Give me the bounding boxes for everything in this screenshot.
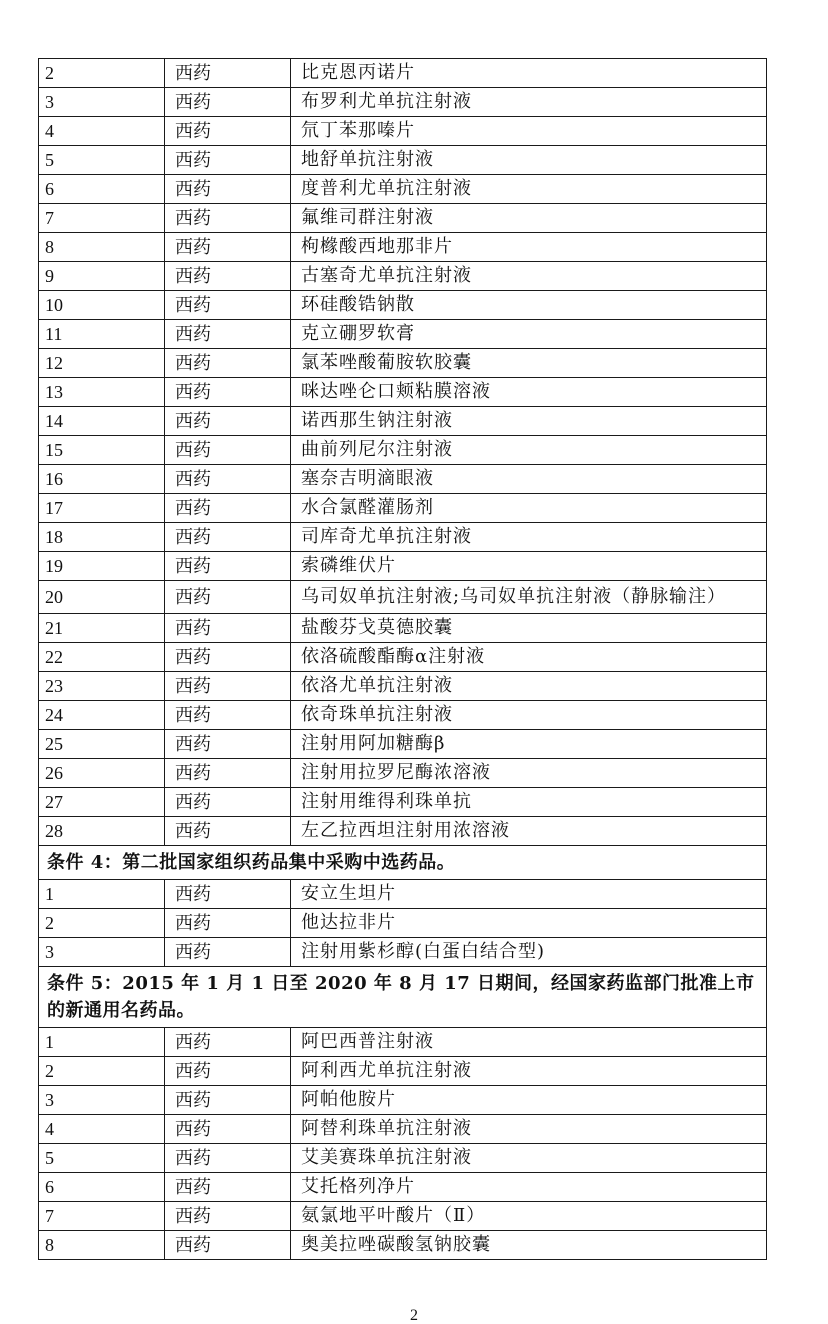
row-number: 2 <box>39 1057 165 1086</box>
drug-name: 索磷维伏片 <box>291 552 767 581</box>
table-row <box>39 880 767 909</box>
row-number: 14 <box>39 407 165 436</box>
table-row <box>39 759 767 788</box>
row-number: 10 <box>39 291 165 320</box>
drug-list-table <box>38 58 767 1260</box>
drug-name: 依洛尤单抗注射液 <box>291 672 767 701</box>
row-number: 6 <box>39 175 165 204</box>
drug-name: 度普利尤单抗注射液 <box>291 175 767 204</box>
drug-category: 西药 <box>165 320 291 349</box>
drug-category: 西药 <box>165 880 291 909</box>
drug-name: 诺西那生钠注射液 <box>291 407 767 436</box>
row-number: 4 <box>39 1115 165 1144</box>
table-row <box>39 1028 767 1057</box>
drug-name: 盐酸芬戈莫德胶囊 <box>291 614 767 643</box>
drug-name: 依洛硫酸酯酶α注射液 <box>291 643 767 672</box>
drug-name: 注射用维得利珠单抗 <box>291 788 767 817</box>
table-row <box>39 204 767 233</box>
drug-name: 氯苯唑酸葡胺软胶囊 <box>291 349 767 378</box>
row-number: 20 <box>39 581 165 614</box>
row-number: 22 <box>39 643 165 672</box>
drug-category: 西药 <box>165 643 291 672</box>
table-row <box>39 909 767 938</box>
drug-category: 西药 <box>165 494 291 523</box>
drug-category: 西药 <box>165 407 291 436</box>
row-number: 3 <box>39 938 165 967</box>
table-row <box>39 1086 767 1115</box>
drug-name: 克立硼罗软膏 <box>291 320 767 349</box>
row-number: 1 <box>39 1028 165 1057</box>
table-row <box>39 349 767 378</box>
row-number: 26 <box>39 759 165 788</box>
drug-name: 艾美赛珠单抗注射液 <box>291 1144 767 1173</box>
drug-category: 西药 <box>165 788 291 817</box>
drug-category: 西药 <box>165 1028 291 1057</box>
table-row <box>39 1057 767 1086</box>
drug-category: 西药 <box>165 614 291 643</box>
table-row <box>39 1231 767 1260</box>
table-row <box>39 1173 767 1202</box>
row-number: 23 <box>39 672 165 701</box>
condition5-rows <box>39 1028 767 1260</box>
row-number: 16 <box>39 465 165 494</box>
drug-name: 左乙拉西坦注射用浓溶液 <box>291 817 767 846</box>
table-row <box>39 320 767 349</box>
table-row <box>39 378 767 407</box>
drug-name: 古塞奇尤单抗注射液 <box>291 262 767 291</box>
condition4-title: 条件 4：第二批国家组织药品集中采购中选药品。 <box>39 846 767 880</box>
drug-name: 环硅酸锆钠散 <box>291 291 767 320</box>
table-row <box>39 788 767 817</box>
drug-category: 西药 <box>165 117 291 146</box>
table-row <box>39 407 767 436</box>
condition4-section <box>39 846 767 880</box>
drug-name: 安立生坦片 <box>291 880 767 909</box>
row-number: 6 <box>39 1173 165 1202</box>
row-number: 1 <box>39 880 165 909</box>
drug-category: 西药 <box>165 175 291 204</box>
drug-category: 西药 <box>165 701 291 730</box>
drug-category: 西药 <box>165 465 291 494</box>
drug-category: 西药 <box>165 59 291 88</box>
section-header-row <box>39 846 767 880</box>
drug-category: 西药 <box>165 349 291 378</box>
row-number: 8 <box>39 233 165 262</box>
drug-name: 依奇珠单抗注射液 <box>291 701 767 730</box>
row-number: 7 <box>39 1202 165 1231</box>
row-number: 27 <box>39 788 165 817</box>
drug-name: 阿巴西普注射液 <box>291 1028 767 1057</box>
drug-category: 西药 <box>165 262 291 291</box>
table-row <box>39 175 767 204</box>
row-number: 5 <box>39 1144 165 1173</box>
table-row <box>39 523 767 552</box>
drug-name: 氘丁苯那嗪片 <box>291 117 767 146</box>
drug-category: 西药 <box>165 523 291 552</box>
drug-name: 阿帕他胺片 <box>291 1086 767 1115</box>
table-row <box>39 1202 767 1231</box>
table-row <box>39 643 767 672</box>
drug-name: 阿利西尤单抗注射液 <box>291 1057 767 1086</box>
drug-name: 氨氯地平叶酸片（Ⅱ） <box>291 1202 767 1231</box>
drug-name: 乌司奴单抗注射液;乌司奴单抗注射液（静脉输注） <box>291 581 767 614</box>
drug-name: 阿替利珠单抗注射液 <box>291 1115 767 1144</box>
row-number: 24 <box>39 701 165 730</box>
drug-name: 他达拉非片 <box>291 909 767 938</box>
row-number: 7 <box>39 204 165 233</box>
table-row <box>39 581 767 614</box>
drug-name: 司库奇尤单抗注射液 <box>291 523 767 552</box>
condition5-title: 条件 5：2015 年 1 月 1 日至 2020 年 8 月 17 日期间，经国家药监部门批准上市的新通用名药品。 <box>39 967 767 1028</box>
row-number: 8 <box>39 1231 165 1260</box>
drug-name: 奥美拉唑碳酸氢钠胶囊 <box>291 1231 767 1260</box>
table-row <box>39 672 767 701</box>
drug-category: 西药 <box>165 1086 291 1115</box>
drug-category: 西药 <box>165 1115 291 1144</box>
row-number: 4 <box>39 117 165 146</box>
row-number: 12 <box>39 349 165 378</box>
drug-category: 西药 <box>165 291 291 320</box>
drug-category: 西药 <box>165 146 291 175</box>
drug-name: 咪达唑仑口颊粘膜溶液 <box>291 378 767 407</box>
table-row <box>39 291 767 320</box>
drug-category: 西药 <box>165 938 291 967</box>
table-row <box>39 552 767 581</box>
drug-category: 西药 <box>165 436 291 465</box>
table-row <box>39 938 767 967</box>
drug-name: 塞奈吉明滴眼液 <box>291 465 767 494</box>
drug-category: 西药 <box>165 204 291 233</box>
row-number: 21 <box>39 614 165 643</box>
drug-category: 西药 <box>165 88 291 117</box>
table-row <box>39 117 767 146</box>
table-row <box>39 465 767 494</box>
drug-category: 西药 <box>165 378 291 407</box>
row-number: 5 <box>39 146 165 175</box>
table-row <box>39 1115 767 1144</box>
table-row <box>39 146 767 175</box>
drug-category: 西药 <box>165 672 291 701</box>
row-number: 13 <box>39 378 165 407</box>
row-number: 18 <box>39 523 165 552</box>
drug-name: 氟维司群注射液 <box>291 204 767 233</box>
row-number: 3 <box>39 88 165 117</box>
table-row <box>39 614 767 643</box>
row-number: 15 <box>39 436 165 465</box>
row-number: 9 <box>39 262 165 291</box>
drug-category: 西药 <box>165 909 291 938</box>
condition4-rows <box>39 880 767 967</box>
table-row <box>39 701 767 730</box>
drug-name: 注射用阿加糖酶β <box>291 730 767 759</box>
drug-category: 西药 <box>165 1057 291 1086</box>
page-number: 2 <box>410 1307 418 1324</box>
row-number: 2 <box>39 909 165 938</box>
row-number: 28 <box>39 817 165 846</box>
drug-category: 西药 <box>165 730 291 759</box>
drug-name: 艾托格列净片 <box>291 1173 767 1202</box>
drug-name: 水合氯醛灌肠剂 <box>291 494 767 523</box>
drug-category: 西药 <box>165 233 291 262</box>
table-row <box>39 88 767 117</box>
row-number: 25 <box>39 730 165 759</box>
row-number: 19 <box>39 552 165 581</box>
drug-category: 西药 <box>165 1173 291 1202</box>
drug-name: 注射用紫杉醇(白蛋白结合型) <box>291 938 767 967</box>
table-row <box>39 494 767 523</box>
table-row <box>39 1144 767 1173</box>
group1-rows <box>39 59 767 846</box>
drug-name: 布罗利尤单抗注射液 <box>291 88 767 117</box>
row-number: 17 <box>39 494 165 523</box>
table-row <box>39 436 767 465</box>
drug-name: 地舒单抗注射液 <box>291 146 767 175</box>
table-row <box>39 233 767 262</box>
drug-category: 西药 <box>165 552 291 581</box>
table-row <box>39 730 767 759</box>
table-row <box>39 59 767 88</box>
drug-name: 比克恩丙诺片 <box>291 59 767 88</box>
drug-category: 西药 <box>165 1202 291 1231</box>
drug-category: 西药 <box>165 581 291 614</box>
condition5-section <box>39 967 767 1028</box>
row-number: 2 <box>39 59 165 88</box>
drug-category: 西药 <box>165 817 291 846</box>
row-number: 11 <box>39 320 165 349</box>
drug-category: 西药 <box>165 1231 291 1260</box>
section-header-row <box>39 967 767 1028</box>
drug-name: 枸橼酸西地那非片 <box>291 233 767 262</box>
drug-category: 西药 <box>165 1144 291 1173</box>
drug-name: 曲前列尼尔注射液 <box>291 436 767 465</box>
drug-name: 注射用拉罗尼酶浓溶液 <box>291 759 767 788</box>
row-number: 3 <box>39 1086 165 1115</box>
table-row <box>39 817 767 846</box>
drug-category: 西药 <box>165 759 291 788</box>
table-row <box>39 262 767 291</box>
